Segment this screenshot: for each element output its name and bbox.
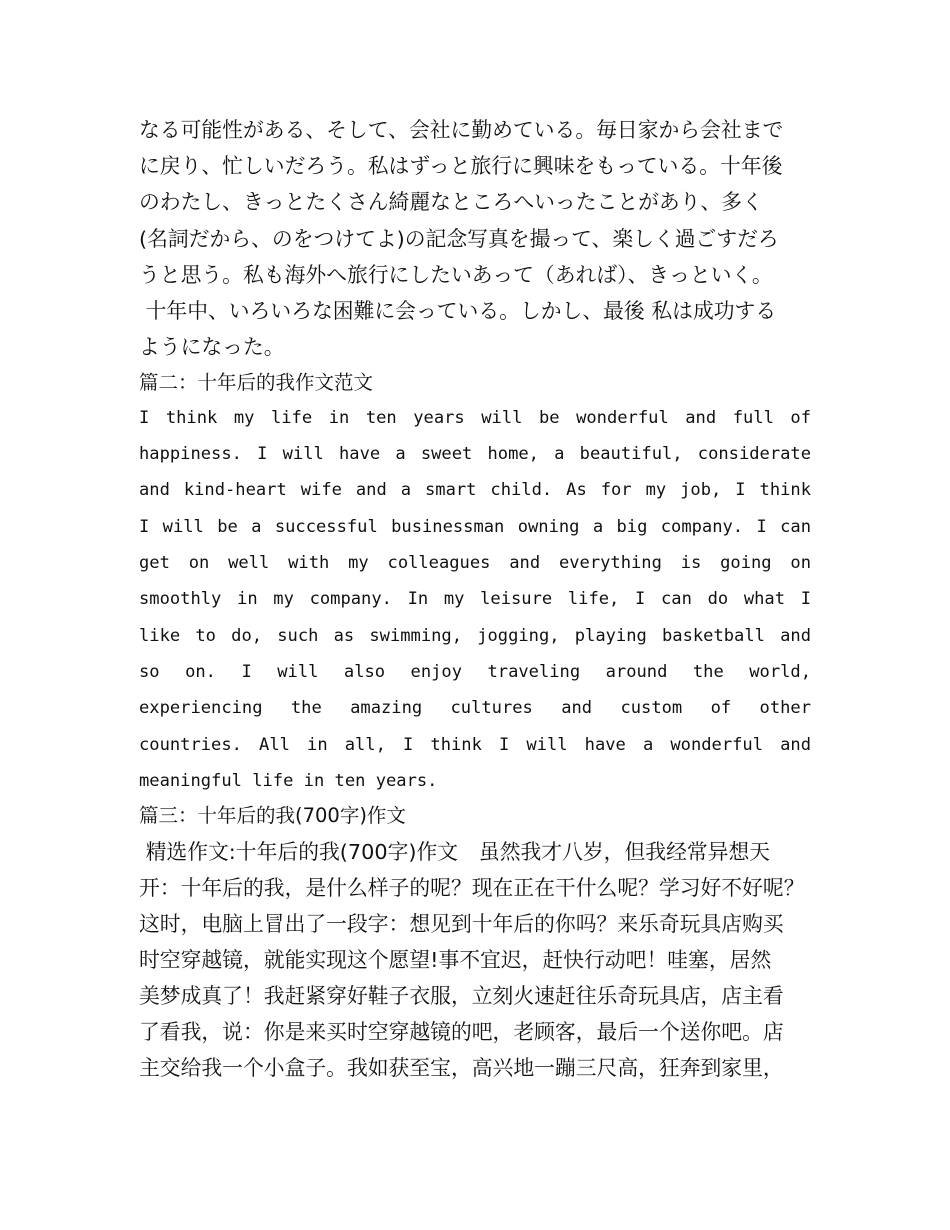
english-text-line: I think my life in ten years will be wonderful and full of	[139, 408, 811, 428]
chinese-text-line: 主交给我一个小盒子。我如获至宝，高兴地一蹦三尺高，狂奔到家里，	[139, 1056, 784, 1080]
japanese-text-line: ようになった。	[139, 335, 285, 359]
chinese-text-line: 精选作文:十年后的我(700字)作文 虽然我才八岁，但我经常异想天	[139, 840, 771, 864]
section-heading: 篇三：十年后的我(700字)作文	[139, 804, 406, 827]
chinese-text-line: 了看我，说：你是来买时空穿越镜的吧，老顾客，最后一个送你吧。店	[139, 1020, 784, 1044]
chinese-text-line: 美梦成真了！我赶紧穿好鞋子衣服，立刻火速赶往乐奇玩具店，店主看	[139, 984, 784, 1008]
english-text-line: I will be a successful businessman owning a big company. I can	[139, 517, 811, 537]
chinese-text-line: 时空穿越镜，就能实现这个愿望!事不宜迟，赶快行动吧！哇塞，居然	[139, 948, 772, 972]
english-text-line: so on. I will also enjoy traveling around the world,	[139, 662, 811, 682]
english-text-line: smoothly in my company. In my leisure life, I can do what I	[139, 589, 811, 609]
english-text-line: get on well with my colleagues and everything is going on	[139, 553, 811, 573]
english-text-line: happiness. I will have a sweet home, a beautiful, considerate	[139, 444, 811, 464]
section-heading: 篇二：十年后的我作文范文	[139, 371, 374, 394]
chinese-text-line: 开：十年后的我，是什么样子的呢？现在正在干什么呢？学习好不好呢？	[139, 876, 805, 900]
japanese-text-line: (名詞だから、のをつけてよ)の記念写真を撮って、楽しく過ごすだろ	[139, 227, 779, 251]
english-text-line: and kind-heart wife and a smart child. As for my job, I think	[139, 480, 811, 500]
japanese-text-line: のわたし、きっとたくさん綺麗なところへいったことがあり、多く	[139, 190, 763, 214]
japanese-text-line: なる可能性がある、そして、会社に勤めている。毎日家から会社まで	[139, 118, 784, 142]
english-text-line: like to do, such as swimming, jogging, playing basketball and	[139, 626, 811, 646]
chinese-text-line: 这时，电脑上冒出了一段字：想见到十年后的你吗？来乐奇玩具店购买	[139, 912, 784, 936]
japanese-text-line: に戻り、忙しいだろう。私はずっと旅行に興味をもっている。十年後	[139, 154, 783, 178]
english-text-line: experiencing the amazing cultures and custom of other	[139, 698, 811, 718]
japanese-text-line: うと思う。私も海外へ旅行にしたいあって（あれば）、きっといく。	[139, 263, 773, 287]
japanese-text-line: 十年中、いろいろな困難に会っている。しかし、最後 私は成功する	[139, 299, 777, 323]
english-text-line: meaningful life in ten years.	[139, 771, 438, 791]
english-text-line: countries. All in all, I think I will have a wonderful and	[139, 735, 811, 755]
